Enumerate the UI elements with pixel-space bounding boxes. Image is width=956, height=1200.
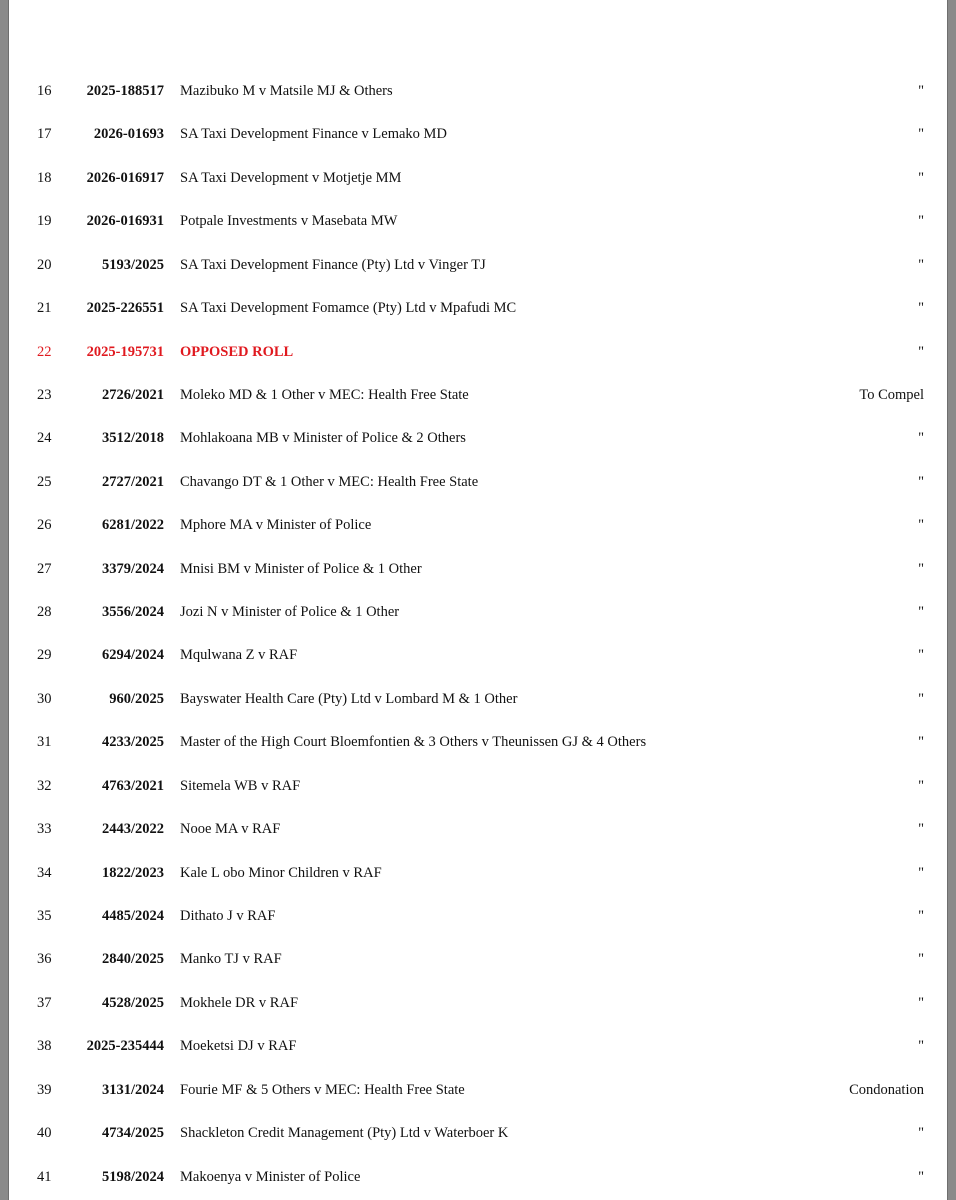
row-number: 29 (37, 647, 52, 664)
row-number: 16 (37, 83, 52, 99)
case-number: 2026-01693 (93, 126, 164, 143)
court-roll-list (8, 70, 948, 1199)
case-number: 2727/2021 (101, 473, 164, 490)
roll-row (8, 591, 948, 634)
application-type: " (918, 256, 924, 273)
application-type: " (918, 517, 924, 534)
row-number: 41 (37, 1168, 52, 1185)
row-number: 37 (37, 994, 52, 1011)
row-number: 30 (37, 690, 52, 707)
case-number: 4233/2025 (101, 734, 164, 751)
case-parties: SA Taxi Development Fomamce (Pty) Ltd v Mpafudi MC (180, 300, 517, 317)
case-number: 4763/2021 (101, 777, 164, 794)
case-parties: Chavango DT & 1 Other v MEC: Health Free State (180, 473, 479, 490)
case-parties: SA Taxi Development Finance v Lemako MD (180, 126, 447, 143)
case-number: 6281/2022 (101, 517, 164, 534)
application-type: " (918, 169, 924, 186)
case-parties: Mohlakoana MB v Minister of Police & 2 Others (180, 430, 466, 447)
case-number: 2726/2021 (101, 386, 164, 403)
case-number: 2025-226551 (86, 300, 164, 317)
application-type: " (918, 690, 924, 707)
roll-row (8, 634, 948, 677)
case-parties: Nooe MA v RAF (180, 821, 281, 838)
case-number: 4734/2025 (101, 1125, 164, 1142)
application-type: " (918, 1125, 924, 1142)
case-number: 1822/2023 (101, 864, 164, 881)
roll-row-opposed (8, 331, 948, 374)
case-parties: Shackleton Credit Management (Pty) Ltd v Waterboer K (180, 1125, 509, 1142)
case-parties: Mphore MA v Minister of Police (180, 517, 372, 534)
row-number: 17 (37, 126, 52, 143)
roll-row (8, 200, 948, 243)
case-number: 4485/2024 (101, 908, 164, 925)
row-number: 31 (37, 734, 52, 751)
application-type: " (918, 300, 924, 317)
row-number: 28 (37, 604, 52, 621)
case-parties: Sitemela WB v RAF (180, 777, 301, 794)
case-parties: Mokhele DR v RAF (180, 994, 299, 1011)
row-number: 22 (37, 343, 52, 360)
roll-row (8, 895, 948, 938)
roll-row (8, 548, 948, 591)
case-number: 2443/2022 (101, 821, 164, 838)
roll-row (8, 374, 948, 417)
case-number: 4528/2025 (101, 994, 164, 1011)
roll-row (8, 982, 948, 1025)
case-parties: Moleko MD & 1 Other v MEC: Health Free State (180, 386, 469, 403)
case-parties: Dithato J v RAF (180, 908, 276, 925)
case-parties: Potpale Investments v Masebata MW (180, 213, 398, 230)
roll-row (8, 808, 948, 851)
case-parties: Master of the High Court Bloemfontien & 3 Others v Theunissen GJ & 4 Others (180, 734, 647, 751)
application-type: " (918, 213, 924, 230)
application-type: Condonation (849, 1081, 924, 1098)
document-page (8, 0, 948, 1200)
roll-row (8, 1156, 948, 1199)
application-type: " (918, 430, 924, 447)
case-number: 3512/2018 (101, 430, 164, 447)
row-number: 26 (37, 517, 52, 534)
application-type: " (918, 560, 924, 577)
row-number: 21 (37, 300, 52, 317)
application-type: " (918, 343, 924, 360)
row-number: 35 (37, 908, 52, 925)
row-number: 36 (37, 951, 52, 968)
case-number: 2026-016931 (86, 213, 164, 230)
case-parties: SA Taxi Development v Motjetje MM (180, 169, 402, 186)
roll-row (8, 113, 948, 156)
application-type: " (918, 1168, 924, 1185)
roll-row (8, 1112, 948, 1155)
roll-row (8, 244, 948, 287)
case-parties: Fourie MF & 5 Others v MEC: Health Free State (180, 1081, 465, 1098)
case-parties: Moeketsi DJ v RAF (180, 1038, 297, 1055)
roll-row (8, 1069, 948, 1112)
application-type: " (918, 951, 924, 968)
application-type: " (918, 908, 924, 925)
application-type: " (918, 126, 924, 143)
row-number: 24 (37, 430, 52, 447)
case-parties: Mazibuko M v Matsile MJ & Others (180, 83, 393, 99)
application-type: " (918, 647, 924, 664)
case-number: 6294/2024 (101, 647, 164, 664)
roll-row (8, 287, 948, 330)
row-number: 23 (37, 386, 52, 403)
roll-row (8, 852, 948, 895)
case-number: 3556/2024 (101, 604, 164, 621)
application-type: To Compel (859, 386, 924, 403)
case-parties: Jozi N v Minister of Police & 1 Other (180, 604, 400, 621)
row-number: 39 (37, 1081, 52, 1098)
application-type: " (918, 994, 924, 1011)
case-parties: Makoenya v Minister of Police (180, 1168, 361, 1185)
case-number: 2840/2025 (101, 951, 164, 968)
application-type: " (918, 1038, 924, 1055)
roll-row (8, 765, 948, 808)
row-number: 33 (37, 821, 52, 838)
case-number: 960/2025 (109, 690, 164, 707)
application-type: " (918, 734, 924, 751)
case-number: 5198/2024 (101, 1168, 164, 1185)
row-number: 27 (37, 560, 52, 577)
case-parties: Manko TJ v RAF (180, 951, 282, 968)
row-number: 40 (37, 1125, 52, 1142)
case-parties: Bayswater Health Care (Pty) Ltd v Lombard M & 1 Other (180, 690, 518, 707)
application-type: " (918, 473, 924, 490)
roll-row (8, 70, 948, 113)
case-number: 3379/2024 (101, 560, 164, 577)
case-parties: Mnisi BM v Minister of Police & 1 Other (180, 560, 422, 577)
roll-row (8, 504, 948, 547)
opposed-roll-heading: OPPOSED ROLL (180, 343, 294, 360)
application-type: " (918, 821, 924, 838)
application-type: " (918, 864, 924, 881)
row-number: 18 (37, 169, 52, 186)
case-parties: Kale L obo Minor Children v RAF (180, 864, 382, 881)
case-number: 2025-235444 (86, 1038, 164, 1055)
case-number: 5193/2025 (101, 256, 164, 273)
roll-row (8, 157, 948, 200)
roll-row (8, 938, 948, 981)
roll-row (8, 721, 948, 764)
row-number: 19 (37, 213, 52, 230)
application-type: " (918, 604, 924, 621)
row-number: 25 (37, 473, 52, 490)
application-type: " (918, 83, 924, 99)
case-number: 2026-016917 (86, 169, 164, 186)
roll-row (8, 678, 948, 721)
case-parties: Mqulwana Z v RAF (180, 647, 298, 664)
application-type: " (918, 777, 924, 794)
case-parties: SA Taxi Development Finance (Pty) Ltd v Vinger TJ (180, 256, 486, 273)
roll-row (8, 461, 948, 504)
row-number: 34 (37, 864, 52, 881)
case-number: 2025-188517 (86, 83, 164, 99)
row-number: 20 (37, 256, 52, 273)
row-number: 32 (37, 777, 52, 794)
roll-row (8, 1025, 948, 1068)
roll-row (8, 417, 948, 460)
case-number: 2025-195731 (86, 343, 164, 360)
case-number: 3131/2024 (101, 1081, 164, 1098)
row-number: 38 (37, 1038, 52, 1055)
